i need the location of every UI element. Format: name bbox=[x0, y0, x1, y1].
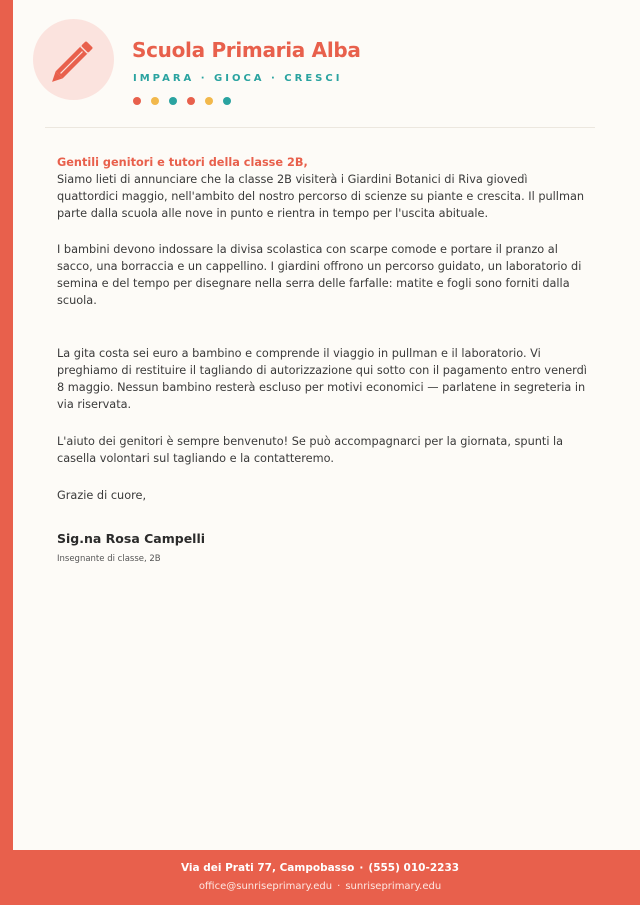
paragraph: La gita costa sei euro a bambino e comprende il viaggio in pullman e il laboratorio. Vi preghiamo di restituire il tagliando di autorizzazione qui sotto con il pagamento entro venerdì 8 maggio. Nessun bambino resterà escluso per motivi economici — parlatene in segreteria in via riservata. bbox=[57, 347, 587, 411]
header-divider bbox=[45, 127, 595, 128]
school-name: Scuola Primaria Alba bbox=[132, 38, 361, 62]
dot bbox=[133, 97, 141, 105]
paragraph: Siamo lieti di annunciare che la classe 2B visiterà i Giardini Botanici di Riva giovedì quattordici maggio, nell'ambito del nostro percorso di scienze su piante e crescita. Il pullman parte dalla scuola alle nove in punto e rientra in tempo per l'uscita abituale. bbox=[57, 173, 585, 220]
paragraph: L'aiuto dei genitori è sempre benvenuto! Se può accompagnarci per la giornata, spunti la casella volontari sul tagliando e la contatteremo. bbox=[57, 435, 564, 465]
dot bbox=[169, 97, 177, 105]
dot bbox=[223, 97, 231, 105]
salutation: Gentili genitori e tutori della classe 2B, bbox=[57, 156, 308, 169]
signature-name: Sig.na Rosa Campelli bbox=[57, 531, 206, 546]
footer-separator: · bbox=[337, 881, 341, 892]
signature-role: Insegnante di classe, 2B bbox=[57, 554, 161, 564]
footer-email[interactable]: office@sunriseprimary.edu bbox=[198, 881, 333, 892]
footer-address: Via dei Prati 77, Campobasso bbox=[180, 862, 355, 874]
footer-contact-line bbox=[0, 862, 640, 874]
letter-body bbox=[57, 154, 587, 568]
closing: Grazie di cuore, bbox=[57, 489, 147, 502]
dot bbox=[151, 97, 159, 105]
footer-phone: (555) 010-2233 bbox=[368, 862, 460, 874]
footer-separator: · bbox=[359, 862, 364, 874]
dot bbox=[187, 97, 195, 105]
left-accent-bar bbox=[0, 0, 13, 905]
decorative-dots bbox=[133, 97, 231, 105]
paragraph: I bambini devono indossare la divisa scolastica con scarpe comode e portare il pranzo al sacco, una borraccia e un cappellino. I giardini offrono un percorso guidato, un laboratorio di semina e del tempo per disegnare nella serra delle farfalle: matite e fogli sono forniti dalla scuola. bbox=[57, 243, 582, 307]
footer bbox=[0, 850, 640, 905]
footer-web-line bbox=[0, 881, 640, 892]
footer-website[interactable]: sunriseprimary.edu bbox=[345, 881, 442, 892]
school-tagline: IMPARA · GIOCA · CRESCI bbox=[133, 73, 343, 84]
pencil-icon bbox=[33, 19, 114, 100]
logo-badge bbox=[33, 19, 114, 100]
dot bbox=[205, 97, 213, 105]
